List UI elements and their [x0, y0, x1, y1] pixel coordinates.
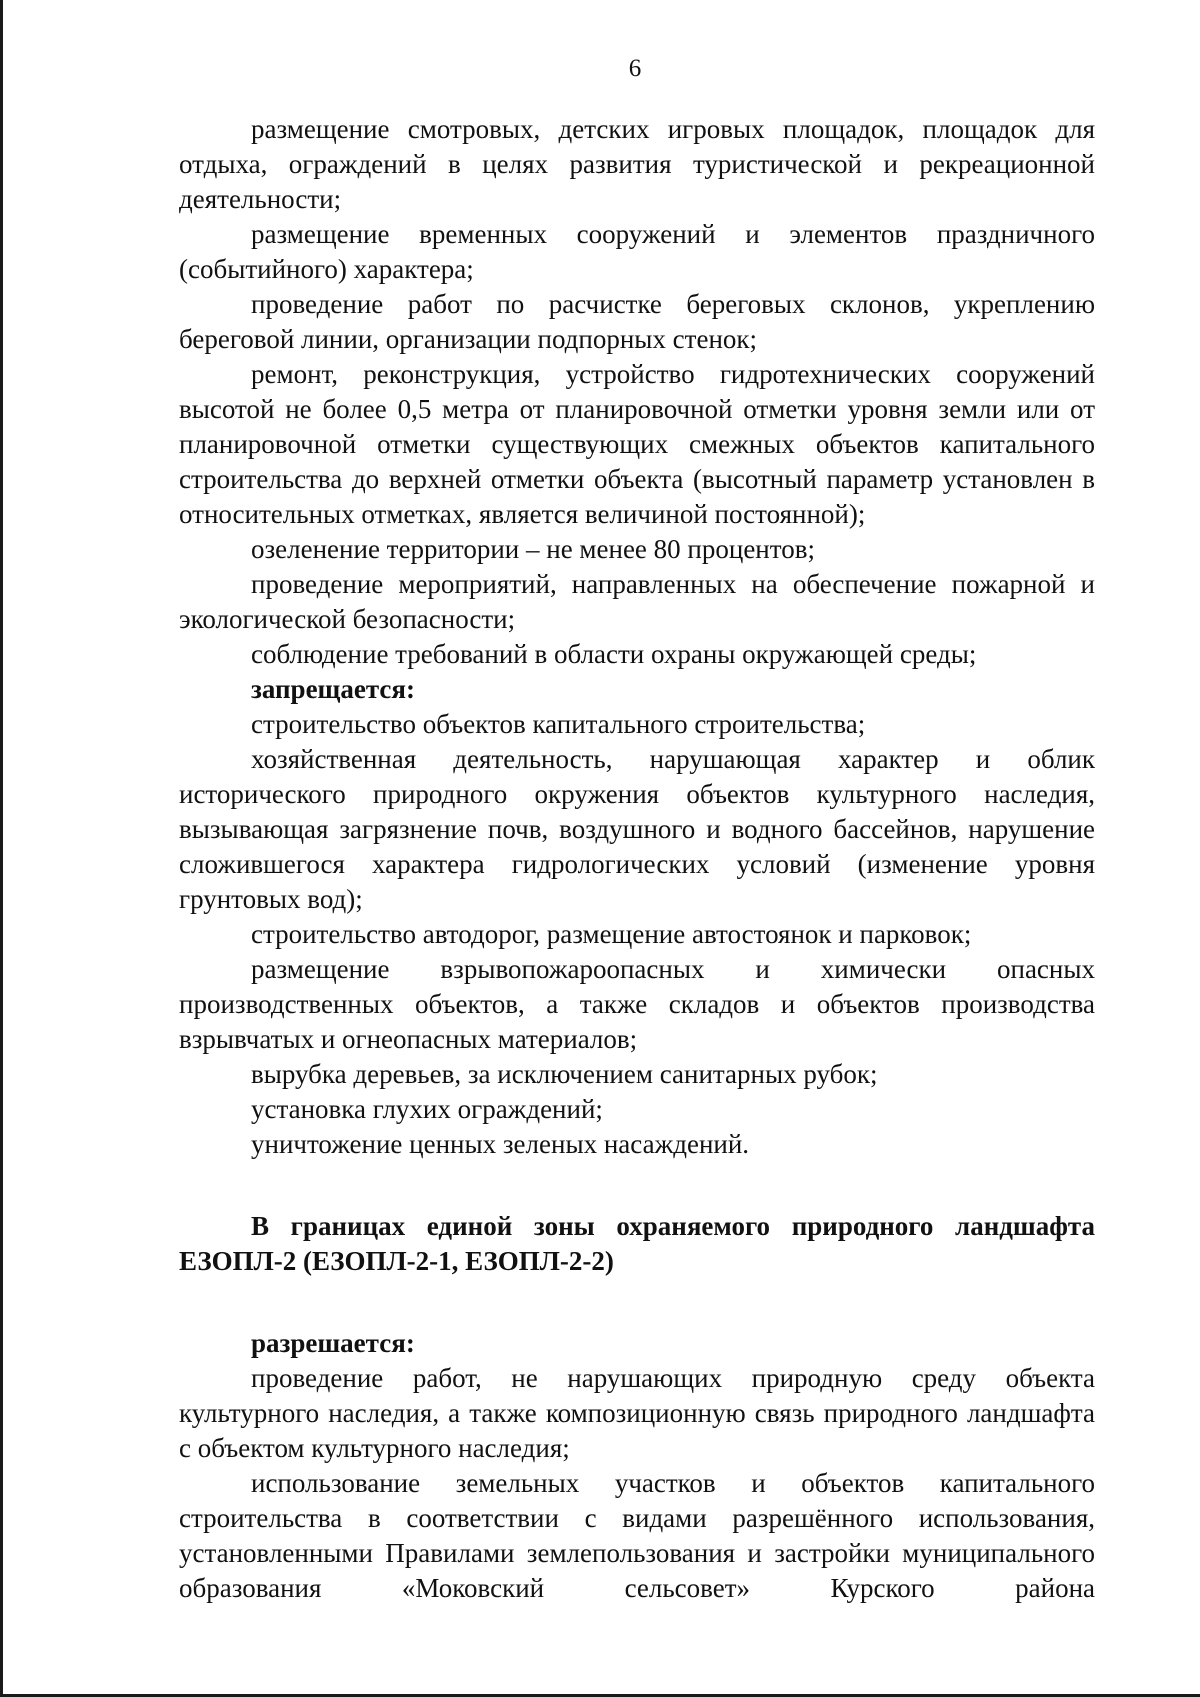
- allowed-label: разрешается:: [251, 1328, 415, 1358]
- scan-left-border: [0, 0, 3, 1697]
- prohibited-item-hazardous-facilities: размещение взрывопожароопасных и химически опасных производственных объектов, а также складов и объектов производства взрывчатых и огнеопасных материалов;: [179, 954, 1095, 1054]
- paragraph-fire-safety: проведение мероприятий, направленных на обеспечение пожарной и экологической безопасности;: [179, 569, 1095, 634]
- paragraph-landscaping: озеленение территории – не менее 80 процентов;: [251, 534, 815, 564]
- paragraph-environment-protection: соблюдение требований в области охраны окружающей среды;: [251, 639, 977, 669]
- paragraph-viewing-platforms: размещение смотровых, детских игровых площадок, площадок для отдыха, ограждений в целях развития туристической и рекреационной деятельности;: [179, 114, 1095, 214]
- prohibited-label: запрещается:: [251, 674, 416, 704]
- prohibited-item-economic-activity: хозяйственная деятельность, нарушающая характер и облик исторического природного окружения объектов культурного наследия, вызывающая загрязнение почв, воздушного и водного бассейнов, нарушение сложившегося характера гидрологических условий (изменение уровня грунтовых вод);: [179, 744, 1095, 914]
- page-number: 6: [628, 55, 642, 82]
- paragraph-slope-clearing: проведение работ по расчистке береговых склонов, укреплению береговой линии, организации подпорных стенок;: [179, 289, 1095, 354]
- prohibited-item-capital-construction: строительство объектов капитального строительства;: [251, 709, 866, 739]
- prohibited-item-green-destruction: уничтожение ценных зеленых насаждений.: [251, 1129, 750, 1159]
- paragraph-temporary-structures: размещение временных сооружений и элементов праздничного (событийного) характера;: [179, 219, 1095, 284]
- allowed-item-nondisruptive-works: проведение работ, не нарушающих природную среду объекта культурного наследия, а также композиционную связь природного ландшафта с объектом культурного наследия;: [179, 1363, 1095, 1463]
- document-body: [179, 112, 1095, 1606]
- prohibited-item-tree-felling: вырубка деревьев, за исключением санитарных рубок;: [251, 1059, 878, 1089]
- paragraph-hydraulic-structures: ремонт, реконструкция, устройство гидротехнических сооружений высотой не более 0,5 метра от планировочной отметки уровня земли или от планировочной отметки существующих смежных объектов капитального строительства до верхней отметки объекта (высотный параметр установлен в относительных отметках, является величиной постоянной);: [179, 359, 1095, 529]
- prohibited-item-solid-fences: установка глухих ограждений;: [251, 1094, 603, 1124]
- allowed-item-land-use: использование земельных участков и объектов капитального строительства в соответствии с видами разрешённого использования, установленными Правилами землепользования и застройки муниципального образования «Моковский сельсовет» Курского района: [179, 1468, 1095, 1603]
- prohibited-item-roads-parking: строительство автодорог, размещение автостоянок и парковок;: [251, 919, 972, 949]
- section-heading: В границах единой зоны охраняемого природного ландшафта ЕЗОПЛ-2 (ЕЗОПЛ-2-1, ЕЗОПЛ-2-2): [179, 1211, 1095, 1276]
